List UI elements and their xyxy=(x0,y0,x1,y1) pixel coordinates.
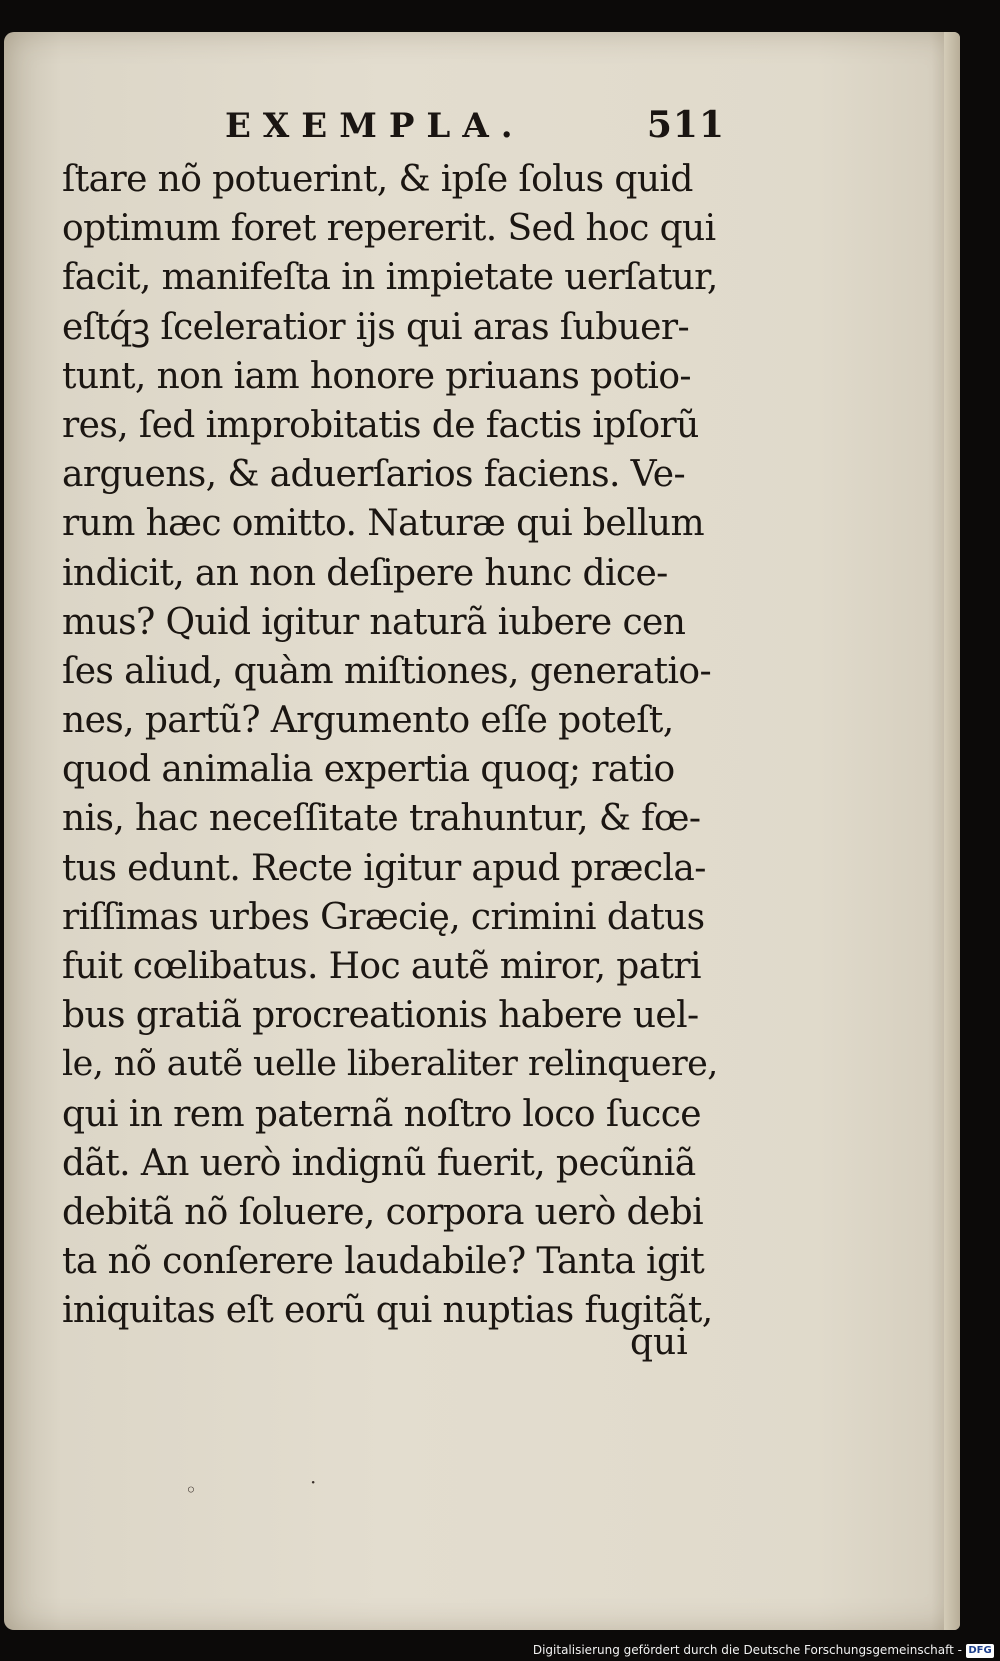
text-line: tus edunt. Recte igitur apud præcla- xyxy=(62,847,706,889)
text-line: iniquitas eſt eorũ qui nuptias fugitãt, xyxy=(62,1290,713,1332)
text-line: eſtq́ꝫ ſceleratior ijs qui aras ſubuer- xyxy=(62,306,690,348)
text-line: ſtare nõ potuerint, & ipſe ſolus quid xyxy=(62,159,693,200)
text-line: mus? Quid igitur naturã iubere cen xyxy=(62,601,686,643)
ink-speck: · xyxy=(310,1470,317,1494)
text-line: debitã nõ ſoluere, corpora uerò debi xyxy=(62,1191,703,1233)
page-number: 511 xyxy=(646,104,725,146)
text-line: riſſimas urbes Græcię, crimini datus xyxy=(62,896,705,938)
text-line: nis, hac neceſſitate trahuntur, & fœ- xyxy=(62,798,701,840)
text-line: arguens, & aduerſarios faciens. Ve- xyxy=(62,454,686,496)
catchword: qui xyxy=(630,1322,688,1363)
text-line: dãt. An uerò indignũ fuerit, pecũniã xyxy=(62,1142,696,1184)
text-line: quod animalia expertia quoq; ratio xyxy=(62,749,675,791)
page-header xyxy=(225,100,725,152)
text-line: qui in rem paternã noſtro loco ſucce xyxy=(62,1093,701,1135)
running-head: EXEMPLA. xyxy=(225,106,525,146)
text-line: bus gratiã procreationis habere uel- xyxy=(62,995,699,1037)
text-line: le, nõ autẽ uelle liberaliter relinquere, xyxy=(62,1044,718,1085)
text-line: rum hæc omitto. Naturæ qui bellum xyxy=(62,503,704,545)
text-line: ſes aliud, quàm miſtiones, generatio- xyxy=(62,650,712,692)
text-line: res, ſed improbitatis de factis ipſorũ xyxy=(62,404,699,446)
page-edge xyxy=(944,32,960,1630)
ink-speck: ◦ xyxy=(185,1478,197,1502)
dfg-logo-label: DFG xyxy=(968,1645,992,1656)
text-line: indicit, an non deſipere hunc dice- xyxy=(62,552,668,594)
text-line: optimum foret repererit. Sed hoc qui xyxy=(62,208,716,250)
text-line: nes, partũ? Argumento eſſe poteſt, xyxy=(62,700,674,742)
text-line: fuit cœlibatus. Hoc autẽ miror, patri xyxy=(62,946,701,987)
text-line: facit, manifeſta in impietate uerſatur, xyxy=(62,257,718,299)
text-block xyxy=(62,155,722,1336)
text-line: tunt, non iam honore priuans potio- xyxy=(62,355,691,397)
text-line: ta nõ conſerere laudabile? Tanta igit xyxy=(62,1241,705,1283)
dfg-logo xyxy=(966,1644,994,1658)
digitization-credit: Digitalisierung gefördert durch die Deutsche Forschungsgemeinschaft - xyxy=(532,1643,962,1657)
